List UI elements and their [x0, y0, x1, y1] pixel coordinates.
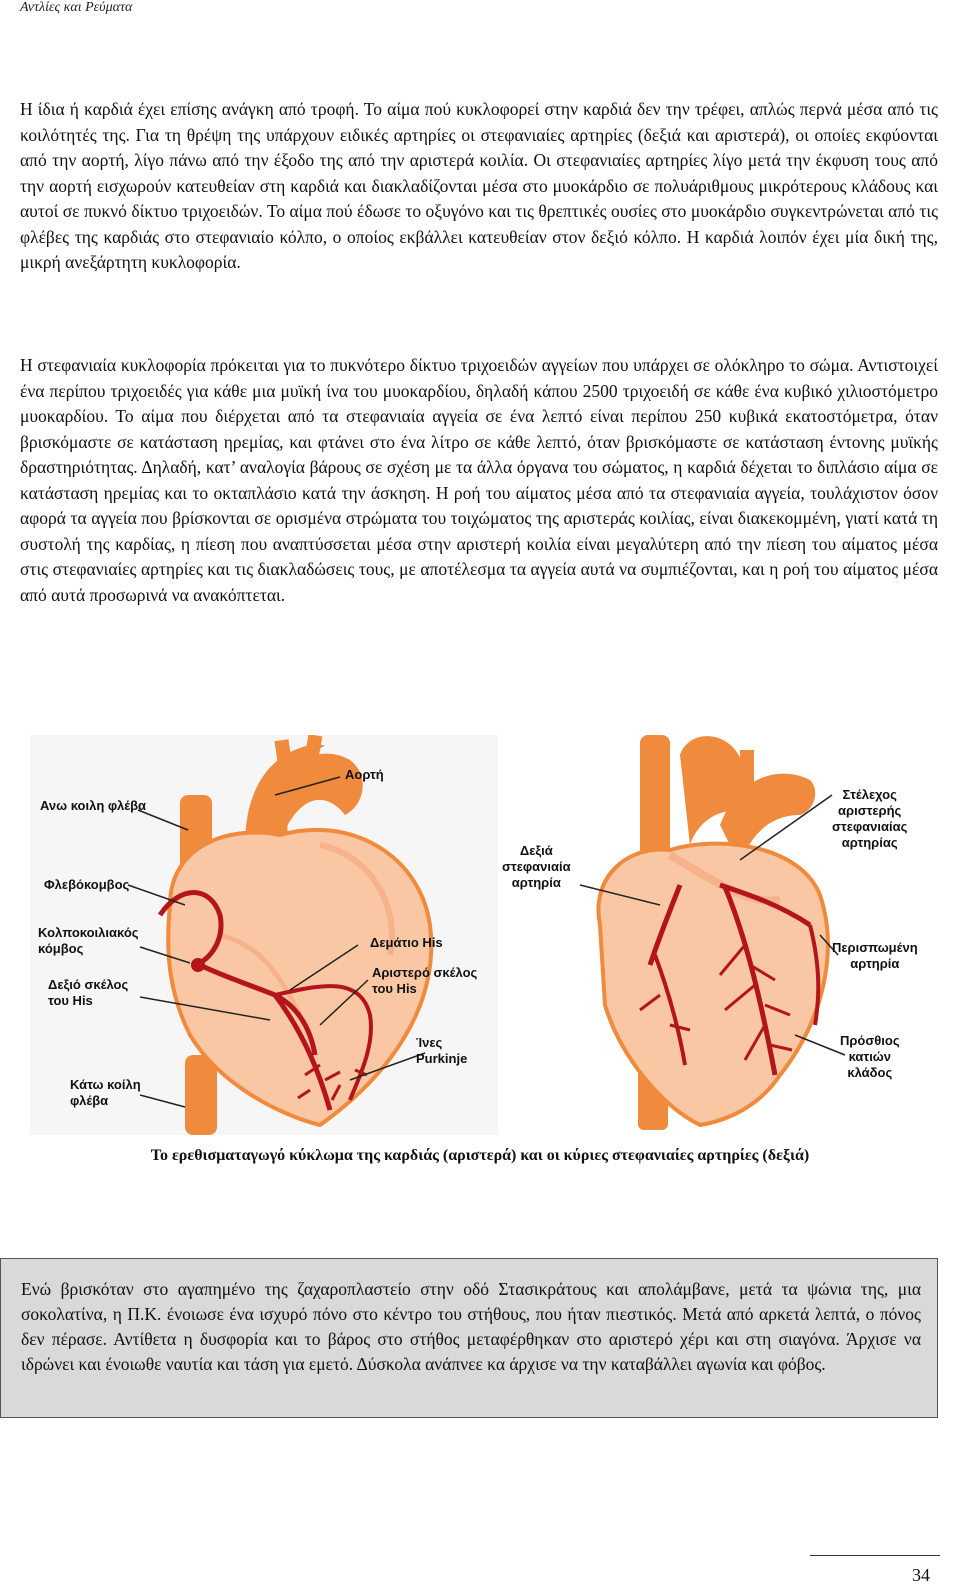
label-right-coronary: Δεξιά στεφανιαία αρτηρία [502, 843, 571, 890]
heart-illustrations [20, 735, 940, 1145]
coronary-heart-image [580, 735, 845, 1130]
label-superior-vena-cava: Ανω κοιλη φλέβα [40, 798, 147, 813]
label-left-main-coronary: Στέλεχος αριστερής στεφανιαίας αρτηρίας [832, 787, 908, 850]
case-study-box [0, 1258, 938, 1418]
paragraph-coronary-arteries: Η ίδια ή καρδιά έχει επίσης ανάγκη από τροφή. Το αίμα πού κυκλοφορεί στην καρδιά δεν την τρέφει, απλώς περνά μέσα από τις κοιλότητές της. Για τη θρέψη της υπάρχουν ειδικές αρτηρίες οι στεφανιαίες αρτηρίες (δεξιά και αριστερά), οι οποίες εκφύονται από την αορτή, λίγο πάνω από την έξοδο της από την αριστερά κοιλία. Οι στεφανιαίες αρτηρίες λίγο μετά την έκφυση τους από την αορτή εισχωρούν κατευθείαν στη καρδιά και διακλαδίζονται μέσα στο μυοκάρδιο σε πολυάριθμους μικρότερους κλάδους και αυτοί σε πυκνό δίκτυο τριχοειδών. Το αίμα πού έδωσε το οξυγόνο και τις θρεπτικές ουσίες στο μυοκάρδιο συγκεντρώνεται από τις φλέβες της καρδιάς στο στεφανιαίο κόλπο, ο οποίος εκβάλλει κατευθείαν στον δεξιό κόλπο. Η καρδιά λοιπόν έχει μία δική της, μικρή ανεξάρτητη κυκλοφορία. [20, 99, 938, 272]
paragraph-coronary-circulation: Η στεφανιαία κυκλοφορία πρόκειται για το πυκνότερο δίκτυο τριχοειδών αγγείων που υπάρχει σε ολόκληρο το σώμα. Αντιστοιχεί ένα περίπου τριχοειδές για κάθε μια μυϊκή ίνα του μυοκαρδίου, δηλαδή κάπου 2500 τριχοειδή σε κάθε ένα κυβικό χιλιοστόμετρο μυοκαρδίου. Το αίμα που διέρχεται από τα στεφανιαία αγγεία σε ένα λεπτό είναι περίπου 250 κυβικά εκατοστόμετρα, όταν βρισκόμαστε σε κατάσταση ηρεμίας, και φτάνει στο ένα λίτρο σε κάθε λεπτό, όταν βρισκόμαστε σε κατάσταση έντονης μυϊκής δραστηριότητας. Δηλαδή, κατ’ αναλογία βάρους σε σχέση με τα άλλα όργανα του σώματος, η καρδιά δέχεται το διπλάσιο αίμα σε κατάσταση ηρεμίας και το οκταπλάσιο κατά την άσκηση. Η ροή του αίματος μέσα από τα στεφανιαία αγγεία, τουλάχιστον όσον αφορά τα αγγεία που βρίσκονται σε ορισμένα στρώματα του τοιχώματος της αριστεράς κοιλίας, είναι διακεκομμένη, γιατί κατά τη συστολή της καρδίας, η πίεση που αναπτύσσεται μέσα στην αριστερή κοιλία είναι μεγαλύτερη από την πίεση του αίματος μέσα στις στεφανιαίες αρτηρίες και τις διακλαδώσεις τους, με αποτέλεσμα τα αγγεία αυτά να συμπιέζονται, και η ροή του αίματος μέσα από αυτά προσωρινά να ανακόπτεται. [20, 355, 938, 605]
label-right-bundle: Δεξιό σκέλος του His [48, 977, 129, 1008]
figure-caption: Το ερεθισματαγωγό κύκλωμα της καρδιάς (αριστερά) και οι κύριες στεφανιαίες αρτηρίες (δεξιά) [150, 1147, 810, 1164]
page-number: 34 [912, 1565, 930, 1585]
label-his-bundle: Δεμάτιο His [370, 935, 443, 950]
case-study-text: Ενώ βρισκόταν στο αγαπημένο της ζαχαροπλαστείο στην οδό Στασικράτους και απολάμβανε, μετά τα ψώνια της, μια σοκολατίνα, η Π.Κ. ένοιωσε ένα ισχυρό πόνο στο κέντρο του στήθους, που ήταν πιεστικός. Μετά από αρκετά λεπτά, ο πόνος δεν πέρασε. Αντίθετα η δυσφορία και το βάρος στο στήθος μεταφέρθηκαν στο αριστερό χέρι και στη σιαγόνα. Άρχισε να ιδρώνει και ένοιωθε ναυτία και τάση για εμετό. Δύσκολα ανάπνεε κα άρχισε να την καταβάλλει αγωνία και φόβος. [21, 1279, 921, 1374]
label-inferior-vena-cava: Κάτω κοίλη φλέβα [70, 1077, 141, 1108]
label-circumflex: Περισπωμένη αρτηρία [832, 940, 918, 971]
label-sa-node: Φλεβόκομβος [44, 877, 130, 892]
label-aorta: Αορτή [345, 767, 384, 782]
running-header: Αντλίες και Ρεύματα [20, 0, 133, 15]
label-left-bundle: Αριστερό σκέλος του His [372, 965, 478, 996]
label-av-node: Κολποκοιλιακός κόμβος [38, 925, 139, 956]
label-lad: Πρόσθιος κατιών κλάδος [840, 1033, 900, 1080]
footer-rule [810, 1555, 940, 1556]
heart-figure [20, 735, 940, 1180]
label-purkinje: Ίνες Purkinje [416, 1035, 468, 1066]
